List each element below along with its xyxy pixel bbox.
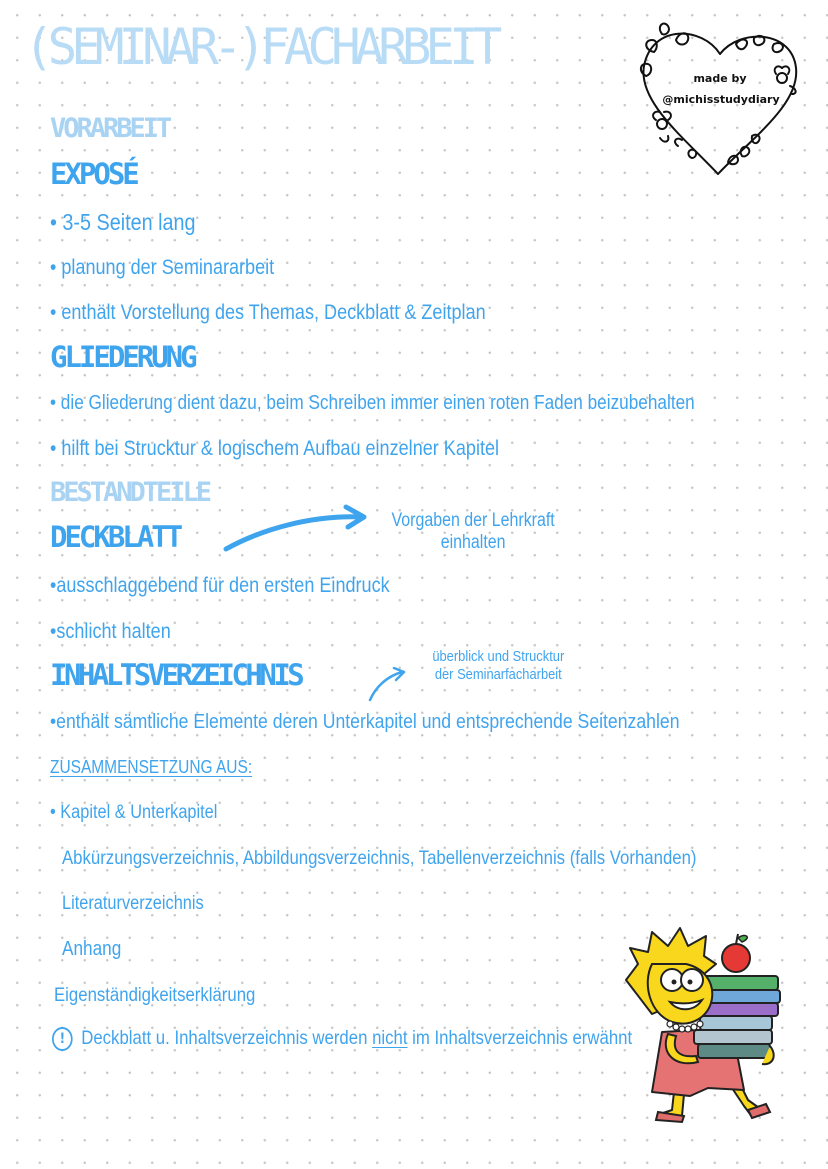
bestandteile-heading: BESTANDTEILE	[50, 477, 210, 508]
deckblatt-heading: DECKBLATT	[50, 520, 181, 554]
inhaltsverzeichnis-bullet: •enthält sämtliche Elemente deren Unterkapitel und entsprechende Seitenzahlen	[50, 710, 680, 733]
zusammensetzung-item: Literaturverzeichnis	[62, 893, 204, 914]
inhaltsverzeichnis-heading: INHALTSVERZEICHNIS	[50, 658, 302, 692]
arrow-right-icon	[222, 503, 372, 553]
badge-made-by: made by	[693, 72, 747, 85]
expose-bullet: • 3-5 Seiten lang	[50, 209, 196, 235]
gliederung-heading: GLIEDERUNG	[50, 340, 195, 374]
warning-text-after: im Inhaltsverzeichnis erwähnt	[412, 1027, 633, 1049]
inhaltsverzeichnis-note-line1: überblick und Strucktur	[432, 648, 565, 665]
zusammensetzung-item: Eigenständigkeitserklärung	[54, 984, 256, 1006]
gliederung-bullet: • hilft bei Strucktur & logischem Aufbau einzelner Kapitel	[50, 437, 500, 460]
expose-heading: EXPOSÉ	[50, 157, 137, 191]
heart-badge	[632, 16, 808, 184]
zusammensetzung-item: Abkürzungsverzeichnis, Abbildungsverzeichnis, Tabellenverzeichnis (falls Vorhanden)	[62, 847, 697, 869]
deckblatt-note	[374, 510, 572, 554]
gliederung-bullet: • die Gliederung dient dazu, beim Schreiben immer einen roten Faden beizubehalten	[50, 392, 695, 414]
inhaltsverzeichnis-note-line2: der Seminarfacharbeit	[434, 666, 562, 683]
zusammensetzung-item: • Kapitel & Unterkapitel	[50, 802, 218, 823]
inhaltsverzeichnis-note	[408, 648, 589, 684]
deckblatt-note-line2: einhalten	[440, 532, 506, 553]
deckblatt-bullet: •schlicht halten	[50, 620, 171, 643]
deckblatt-bullet: •ausschlaggebend für den ersten Eindruck	[50, 574, 390, 597]
zusammensetzung-label: ZUSAMMENSETZUNG AUS:	[50, 757, 253, 777]
warning-text-before: Deckblatt u. Inhaltsverzeichnis werden	[81, 1027, 368, 1049]
zusammensetzung-item: Anhang	[62, 938, 122, 960]
warning-note	[52, 1027, 632, 1051]
badge-handle: @michisstudydiary	[662, 93, 780, 106]
warning-circle-icon: !	[52, 1027, 73, 1051]
deckblatt-note-line1: Vorgaben der Lehrkraft	[391, 510, 555, 531]
page-title: (SEMINAR-)FACHARBEIT	[24, 18, 497, 76]
lisa-with-books-icon	[612, 924, 802, 1124]
warning-emphasis: nicht	[372, 1027, 408, 1049]
vorarbeit-heading: VORARBEIT	[50, 113, 170, 144]
expose-bullet: • planung der Seminararbeit	[50, 256, 275, 279]
expose-bullet: • enthält Vorstellung des Themas, Deckblatt & Zeitplan	[50, 301, 486, 324]
